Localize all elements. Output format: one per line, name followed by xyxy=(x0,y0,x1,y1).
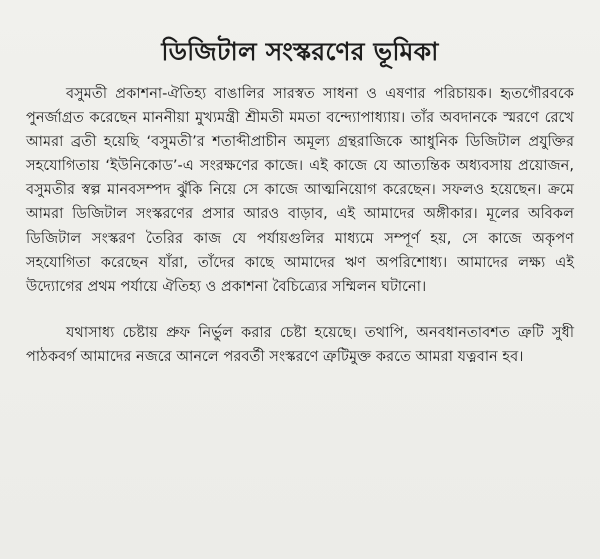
proof-note-paragraph: যথাসাধ্য চেষ্টায় প্রুফ নির্ভুল করার চেষ্টা হয়েছে। তথাপি, অনবধানতাবশত ত্রুটি সুধী পাঠকবর্গ আমাদের নজরে আনলে পরবর্তী সংস্করণে ত্রুটিমুক্ত করতে আমরা যত্নবান হব। xyxy=(26,323,574,365)
page-title: ডিজিটাল সংস্করণের ভূমিকা xyxy=(161,37,439,66)
intro-paragraph: বসুমতী প্রকাশনা-ঐতিহ্য বাঙালির সারস্বত সাধনা ও এষণার পরিচায়ক। হৃতগৌরবকে পুনর্জাগ্রত করেছেন মাননীয়া মুখ্যমন্ত্রী শ্রীমতী মমতা বন্দ্যোপাধ্যায়। তাঁর অবদানকে স্মরণে রেখে আমরা ব্রতী হয়েছি ‘বসুমতী’র শতাব্দীপ্রাচীন অমূল্য গ্রন্থরাজিকে আধুনিক ডিজিটাল প্রযুক্তির সহযোগিতায় ‘ইউনিকোড’-এ সংরক্ষণের কাজে। এই কাজে যে আত্যন্তিক অধ্যবসায় প্রয়োজন, বসুমতীর স্বল্প মানবসম্পদ ঝুঁকি নিয়ে সে কাজে আত্মনিয়োগ করেছেন। সফলও হয়েছেন। ক্রমে আমরা ডিজিটাল সংস্করণের প্রসার আরও বাড়াব, এই আমাদের অঙ্গীকার। মূলের অবিকল ডিজিটাল সংস্করণ তৈরির কাজ যে পর্যায়গুলির মাধ্যমে সম্পূর্ণ হয়, সে কাজে অকৃপণ সহযোগিতা করেছেন যাঁরা, তাঁদের কাছে আমাদের ঋণ অপরিশোধ্য। আমাদের লক্ষ্য এই উদ্যোগের প্রথম পর্যায়ে ঐতিহ্য ও প্রকাশনা বৈচিত্র্যের সম্মিলন ঘটানো। xyxy=(26,85,574,295)
